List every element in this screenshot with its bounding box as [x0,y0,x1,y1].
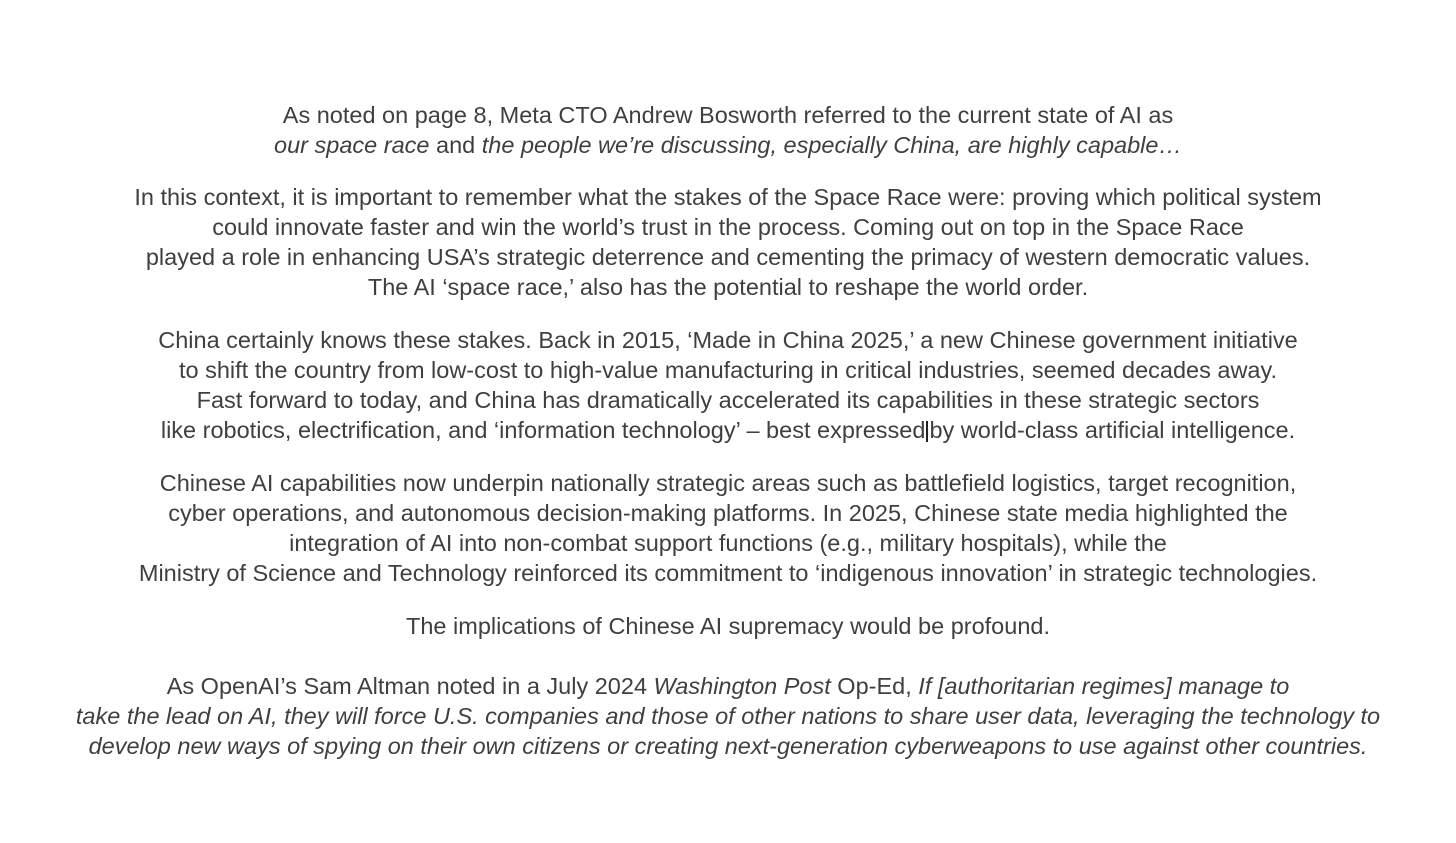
text-line: Ministry of Science and Technology reinforced its commitment to ‘indigenous innovation’ in strategic technologies. [138,560,1318,586]
italic-quote: our space race [274,132,430,158]
text-line [0,100,1456,130]
italic-quote: If [authoritarian regimes] manage to [918,673,1290,699]
paragraph-implications [0,611,1456,641]
italic-quote: the people we’re discussing, especially China, are highly capable… [481,132,1182,158]
text-span: Op-Ed, [830,673,919,699]
publication-title: Washington Post [653,673,831,699]
text-line: cyber operations, and autonomous decision-making platforms. In 2025, Chinese state media highlighted the [168,500,1288,526]
text-line: played a role in enhancing USA’s strategic deterrence and cementing the primacy of western democratic values. [145,244,1311,270]
text-line: to shift the country from low-cost to high-value manufacturing in critical industries, seemed decades away. [178,357,1278,383]
paragraph-ai-capabilities [0,468,1456,588]
text-line [0,671,1456,701]
text-line: The implications of Chinese AI supremacy would be profound. [406,613,1050,639]
text-line: integration of AI into non-combat support functions (e.g., military hospitals), while the [289,530,1167,556]
text-line: In this context, it is important to remember what the stakes of the Space Race were: proving which political system [134,184,1322,210]
text-span: As noted on page 8, Meta CTO Andrew Bosworth referred to the current state of AI as [282,102,1174,128]
text-line: Fast forward to today, and China has dramatically accelerated its capabilities in these strategic sectors [196,387,1260,413]
italic-quote-line: take the lead on AI, they will force U.S. companies and those of other nations to share user data, leveraging the technology to [75,703,1381,729]
text-span: As OpenAI’s Sam Altman noted in a July 2024 [166,673,654,699]
paragraph-altman-quote [0,671,1456,761]
paragraph-made-in-china [0,325,1456,445]
italic-quote-line: develop new ways of spying on their own citizens or creating next-generation cyberweapons to use against other countries. [88,733,1368,759]
paragraph-bosworth-quote [0,100,1456,160]
text-line [0,130,1456,160]
text-span: like robotics, electrification, and ‘information technology’ – best expressed [160,417,926,443]
paragraph-space-race-stakes [0,182,1456,302]
text-span: by world-class artificial intelligence. [929,417,1296,443]
text-line: China certainly knows these stakes. Back in 2015, ‘Made in China 2025,’ a new Chinese government initiative [158,327,1298,353]
text-span: and [429,132,482,158]
text-line: The AI ‘space race,’ also has the potential to reshape the world order. [367,274,1089,300]
text-line [0,415,1456,445]
text-line: Chinese AI capabilities now underpin nationally strategic areas such as battlefield logistics, target recognition, [159,470,1297,496]
text-line: could innovate faster and win the world’s trust in the process. Coming out on top in the Space Race [212,214,1244,240]
